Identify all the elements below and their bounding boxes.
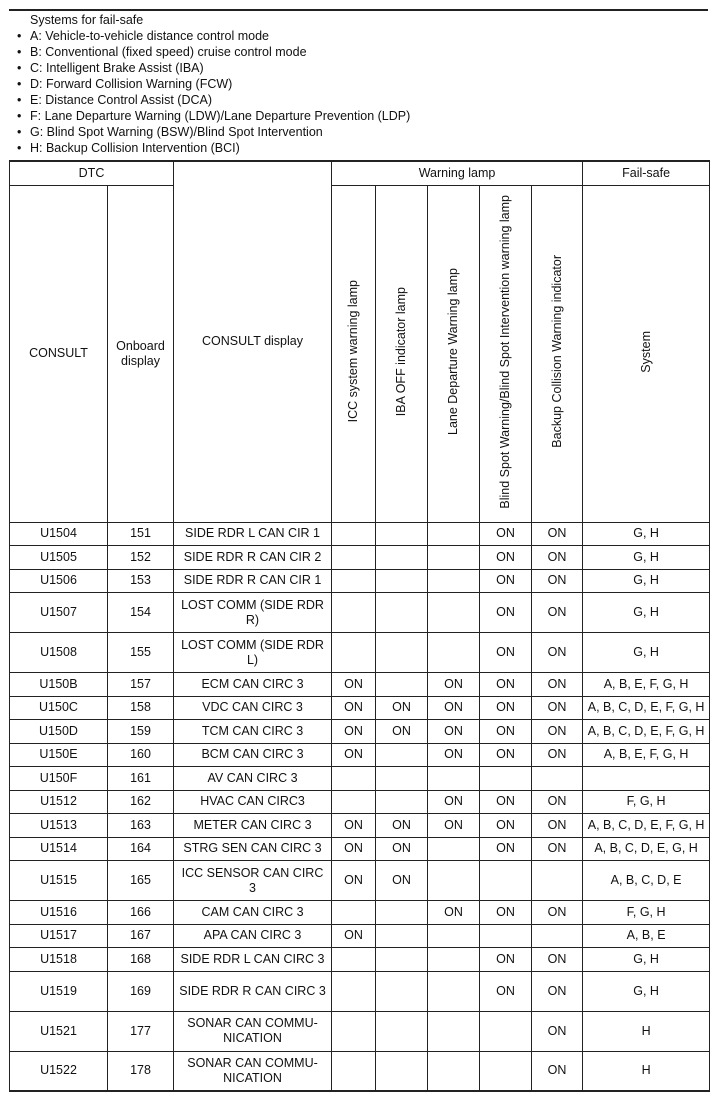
icc-lamp-cell: ON (332, 696, 376, 720)
consult-cell: U1517 (10, 924, 108, 948)
system-cell: A, B, C, D, E, F, G, H (583, 696, 710, 720)
bsw-lamp-cell (480, 1051, 532, 1091)
consult-cell: U1514 (10, 837, 108, 861)
system-header (583, 185, 710, 522)
consult-display-cell: SONAR CAN COMMU-NICATION (174, 1051, 332, 1091)
system-item-d: • D: Forward Collision Warning (FCW) (14, 76, 704, 92)
bci-lamp-cell: ON (532, 743, 583, 767)
icc-lamp-cell (332, 1051, 376, 1091)
icc-lamp-cell: ON (332, 673, 376, 697)
bsw-lamp-cell: ON (480, 546, 532, 570)
ldw-lamp-cell (428, 924, 480, 948)
iba-lamp-cell: ON (376, 696, 428, 720)
icc-lamp-cell: ON (332, 814, 376, 838)
bci-lamp-cell: ON (532, 971, 583, 1011)
consult-display-cell: SIDE RDR R CAN CIRC 3 (174, 971, 332, 1011)
table-row (10, 593, 710, 633)
warning-lamp-header: Warning lamp (332, 161, 583, 185)
consult-display-cell: SIDE RDR R CAN CIR 1 (174, 569, 332, 593)
ldw-lamp-cell: ON (428, 790, 480, 814)
bci-lamp-cell (532, 924, 583, 948)
bsw-lamp-cell: ON (480, 901, 532, 925)
consult-header: CONSULT (10, 185, 108, 522)
icc-lamp-header (332, 185, 376, 522)
system-header-text: System (638, 330, 653, 373)
table-row (10, 633, 710, 673)
onboard-cell: 168 (108, 948, 174, 972)
system-item-e: • E: Distance Control Assist (DCA) (14, 92, 704, 108)
ldw-lamp-cell: ON (428, 901, 480, 925)
system-cell: A, B, E, F, G, H (583, 743, 710, 767)
fail-safe-systems-list (14, 12, 704, 156)
bsw-lamp-cell: ON (480, 673, 532, 697)
onboard-cell: 155 (108, 633, 174, 673)
top-rule (9, 9, 708, 11)
bci-lamp-cell: ON (532, 546, 583, 570)
iba-lamp-cell (376, 767, 428, 791)
consult-cell: U150D (10, 720, 108, 744)
table-row (10, 901, 710, 925)
onboard-cell: 164 (108, 837, 174, 861)
consult-display-cell: SONAR CAN COMMU-NICATION (174, 1011, 332, 1051)
system-cell: G, H (583, 569, 710, 593)
bsw-lamp-cell: ON (480, 569, 532, 593)
iba-lamp-cell: ON (376, 814, 428, 838)
consult-display-cell: HVAC CAN CIRC3 (174, 790, 332, 814)
bsw-lamp-cell (480, 767, 532, 791)
icc-lamp-header-text: ICC system warning lamp (346, 280, 361, 423)
bsw-lamp-cell: ON (480, 633, 532, 673)
iba-lamp-cell (376, 901, 428, 925)
ldw-lamp-cell (428, 948, 480, 972)
icc-lamp-cell (332, 593, 376, 633)
consult-cell: U1516 (10, 901, 108, 925)
onboard-cell: 165 (108, 861, 174, 901)
consult-cell: U1518 (10, 948, 108, 972)
bsw-lamp-cell: ON (480, 837, 532, 861)
icc-lamp-cell (332, 633, 376, 673)
iba-lamp-cell: ON (376, 720, 428, 744)
ldw-lamp-cell: ON (428, 743, 480, 767)
onboard-cell: 163 (108, 814, 174, 838)
icc-lamp-cell: ON (332, 861, 376, 901)
onboard-cell: 167 (108, 924, 174, 948)
iba-lamp-cell (376, 546, 428, 570)
bsw-lamp-cell: ON (480, 593, 532, 633)
bci-lamp-cell (532, 861, 583, 901)
bci-lamp-cell: ON (532, 522, 583, 546)
bci-lamp-cell: ON (532, 696, 583, 720)
icc-lamp-cell (332, 971, 376, 1011)
bci-lamp-cell: ON (532, 837, 583, 861)
onboard-cell: 177 (108, 1011, 174, 1051)
bci-lamp-cell: ON (532, 814, 583, 838)
consult-cell: U150E (10, 743, 108, 767)
system-cell: G, H (583, 971, 710, 1011)
bsw-lamp-cell (480, 924, 532, 948)
table-row (10, 569, 710, 593)
consult-display-cell: BCM CAN CIRC 3 (174, 743, 332, 767)
consult-display-cell: STRG SEN CAN CIRC 3 (174, 837, 332, 861)
iba-lamp-cell (376, 569, 428, 593)
system-cell: F, G, H (583, 901, 710, 925)
iba-lamp-cell: ON (376, 837, 428, 861)
table-row (10, 814, 710, 838)
iba-lamp-cell (376, 673, 428, 697)
system-item-a: • A: Vehicle-to-vehicle distance control mode (14, 28, 704, 44)
table-row (10, 767, 710, 791)
table-row (10, 743, 710, 767)
bsw-lamp-cell: ON (480, 720, 532, 744)
onboard-cell: 160 (108, 743, 174, 767)
system-item-c: • C: Intelligent Brake Assist (IBA) (14, 60, 704, 76)
bci-lamp-cell (532, 767, 583, 791)
icc-lamp-cell: ON (332, 924, 376, 948)
iba-lamp-cell (376, 948, 428, 972)
onboard-cell: 158 (108, 696, 174, 720)
consult-cell: U1505 (10, 546, 108, 570)
system-cell: A, B, E, F, G, H (583, 673, 710, 697)
ldw-lamp-header-text: Lane Departure Warning lamp (446, 268, 461, 435)
consult-cell: U1522 (10, 1051, 108, 1091)
consult-display-cell: CAM CAN CIRC 3 (174, 901, 332, 925)
onboard-cell: 157 (108, 673, 174, 697)
bsw-lamp-cell: ON (480, 814, 532, 838)
bci-lamp-cell: ON (532, 569, 583, 593)
bsw-lamp-cell (480, 1011, 532, 1051)
systems-items (14, 28, 704, 156)
bci-lamp-cell: ON (532, 673, 583, 697)
consult-cell: U1508 (10, 633, 108, 673)
onboard-cell: 153 (108, 569, 174, 593)
icc-lamp-cell: ON (332, 743, 376, 767)
bci-lamp-header (532, 185, 583, 522)
consult-cell: U1519 (10, 971, 108, 1011)
system-cell: A, B, C, D, E, F, G, H (583, 720, 710, 744)
system-cell (583, 767, 710, 791)
onboard-cell: 151 (108, 522, 174, 546)
consult-display-cell: SIDE RDR L CAN CIR 1 (174, 522, 332, 546)
table-row (10, 720, 710, 744)
table-row (10, 971, 710, 1011)
bsw-lamp-cell: ON (480, 696, 532, 720)
consult-cell: U1507 (10, 593, 108, 633)
bsw-lamp-cell: ON (480, 948, 532, 972)
iba-lamp-cell (376, 924, 428, 948)
consult-cell: U1504 (10, 522, 108, 546)
onboard-cell: 169 (108, 971, 174, 1011)
iba-lamp-cell (376, 522, 428, 546)
system-cell: A, B, C, D, E, G, H (583, 837, 710, 861)
system-cell: H (583, 1051, 710, 1091)
iba-lamp-cell: ON (376, 861, 428, 901)
icc-lamp-cell (332, 767, 376, 791)
bci-lamp-cell: ON (532, 790, 583, 814)
dtc-header: DTC (10, 161, 174, 185)
table-row (10, 522, 710, 546)
table-row (10, 924, 710, 948)
bci-lamp-cell: ON (532, 901, 583, 925)
system-item-g: • G: Blind Spot Warning (BSW)/Blind Spot Intervention (14, 124, 704, 140)
system-item-h: • H: Backup Collision Intervention (BCI) (14, 140, 704, 156)
ldw-lamp-cell (428, 546, 480, 570)
consult-cell: U150F (10, 767, 108, 791)
ldw-lamp-cell (428, 593, 480, 633)
consult-display-cell: SIDE RDR L CAN CIRC 3 (174, 948, 332, 972)
fail-safe-header: Fail-safe (583, 161, 710, 185)
consult-display-cell: METER CAN CIRC 3 (174, 814, 332, 838)
onboard-cell: 154 (108, 593, 174, 633)
iba-lamp-cell (376, 593, 428, 633)
consult-display-cell: LOST COMM (SIDE RDR L) (174, 633, 332, 673)
ldw-lamp-cell (428, 861, 480, 901)
ldw-lamp-header (428, 185, 480, 522)
bsw-lamp-header (480, 185, 532, 522)
bsw-lamp-cell: ON (480, 522, 532, 546)
system-cell: H (583, 1011, 710, 1051)
systems-title: Systems for fail-safe (30, 13, 144, 27)
onboard-cell: 178 (108, 1051, 174, 1091)
consult-display-cell: ICC SENSOR CAN CIRC 3 (174, 861, 332, 901)
ldw-lamp-cell: ON (428, 673, 480, 697)
dtc-table-body (10, 522, 710, 1091)
bci-lamp-header-text: Backup Collision Warning indicator (549, 255, 564, 448)
consult-cell: U150B (10, 673, 108, 697)
iba-lamp-cell (376, 743, 428, 767)
bci-lamp-cell: ON (532, 1011, 583, 1051)
icc-lamp-cell (332, 1011, 376, 1051)
table-row (10, 1011, 710, 1051)
consult-cell: U150C (10, 696, 108, 720)
consult-cell: U1513 (10, 814, 108, 838)
system-cell: A, B, E (583, 924, 710, 948)
system-cell: G, H (583, 593, 710, 633)
system-cell: A, B, C, D, E (583, 861, 710, 901)
ldw-lamp-cell (428, 767, 480, 791)
bsw-lamp-cell: ON (480, 971, 532, 1011)
onboard-cell: 161 (108, 767, 174, 791)
system-item-f: • F: Lane Departure Warning (LDW)/Lane Departure Prevention (LDP) (14, 108, 704, 124)
table-row (10, 790, 710, 814)
iba-lamp-cell (376, 790, 428, 814)
bci-lamp-cell: ON (532, 948, 583, 972)
consult-display-cell: VDC CAN CIRC 3 (174, 696, 332, 720)
bci-lamp-cell: ON (532, 1051, 583, 1091)
icc-lamp-cell (332, 948, 376, 972)
iba-lamp-cell (376, 1051, 428, 1091)
bci-lamp-cell: ON (532, 720, 583, 744)
consult-cell: U1521 (10, 1011, 108, 1051)
icc-lamp-cell (332, 522, 376, 546)
icc-lamp-cell: ON (332, 837, 376, 861)
onboard-display-header: Onboard display (108, 185, 174, 522)
iba-lamp-cell (376, 1011, 428, 1051)
consult-display-cell: TCM CAN CIRC 3 (174, 720, 332, 744)
ldw-lamp-cell (428, 971, 480, 1011)
iba-lamp-cell (376, 971, 428, 1011)
consult-cell: U1506 (10, 569, 108, 593)
onboard-cell: 162 (108, 790, 174, 814)
system-cell: G, H (583, 948, 710, 972)
ldw-lamp-cell (428, 633, 480, 673)
consult-display-cell: SIDE RDR R CAN CIR 2 (174, 546, 332, 570)
consult-cell: U1515 (10, 861, 108, 901)
iba-lamp-header (376, 185, 428, 522)
consult-display-cell: ECM CAN CIRC 3 (174, 673, 332, 697)
consult-display-cell: AV CAN CIRC 3 (174, 767, 332, 791)
ldw-lamp-cell: ON (428, 814, 480, 838)
iba-lamp-header-text: IBA OFF indicator lamp (394, 286, 409, 417)
consult-display-cell: APA CAN CIRC 3 (174, 924, 332, 948)
ldw-lamp-cell (428, 837, 480, 861)
table-row (10, 696, 710, 720)
bsw-lamp-cell: ON (480, 790, 532, 814)
system-item-b: • B: Conventional (fixed speed) cruise control mode (14, 44, 704, 60)
icc-lamp-cell: ON (332, 720, 376, 744)
onboard-cell: 159 (108, 720, 174, 744)
consult-display-header: CONSULT display (174, 161, 332, 522)
onboard-cell: 152 (108, 546, 174, 570)
table-row (10, 673, 710, 697)
icc-lamp-cell (332, 569, 376, 593)
table-row (10, 837, 710, 861)
dtc-table (9, 160, 710, 1092)
table-row (10, 861, 710, 901)
table-row (10, 1051, 710, 1091)
system-cell: G, H (583, 633, 710, 673)
system-cell: G, H (583, 522, 710, 546)
icc-lamp-cell (332, 790, 376, 814)
ldw-lamp-cell (428, 1051, 480, 1091)
onboard-cell: 166 (108, 901, 174, 925)
system-cell: G, H (583, 546, 710, 570)
consult-display-cell: LOST COMM (SIDE RDR R) (174, 593, 332, 633)
iba-lamp-cell (376, 633, 428, 673)
table-row (10, 546, 710, 570)
consult-cell: U1512 (10, 790, 108, 814)
ldw-lamp-cell (428, 1011, 480, 1051)
bsw-lamp-cell (480, 861, 532, 901)
ldw-lamp-cell: ON (428, 720, 480, 744)
bsw-lamp-cell: ON (480, 743, 532, 767)
bci-lamp-cell: ON (532, 633, 583, 673)
icc-lamp-cell (332, 901, 376, 925)
ldw-lamp-cell (428, 569, 480, 593)
ldw-lamp-cell (428, 522, 480, 546)
system-cell: F, G, H (583, 790, 710, 814)
icc-lamp-cell (332, 546, 376, 570)
ldw-lamp-cell: ON (428, 696, 480, 720)
bci-lamp-cell: ON (532, 593, 583, 633)
table-row (10, 948, 710, 972)
system-cell: A, B, C, D, E, F, G, H (583, 814, 710, 838)
bsw-lamp-header-text: Blind Spot Warning/Blind Spot Intervention warning lamp (498, 194, 513, 509)
